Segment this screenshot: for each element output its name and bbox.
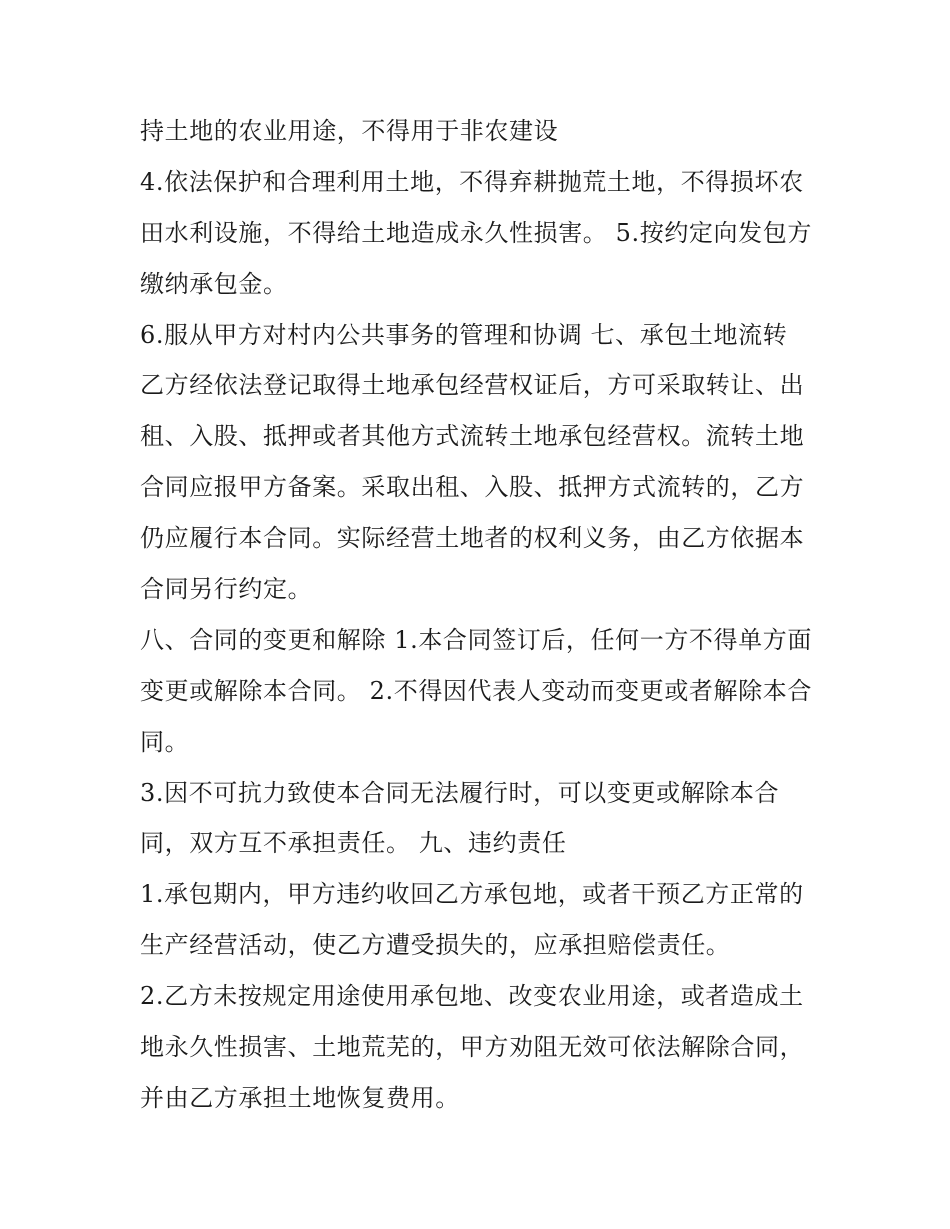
document-body: [140, 106, 820, 1124]
text-line: 变更或解除本合同。 2.不得因代表人变动而变更或者解除本合: [140, 676, 812, 705]
text-line: 6.服从甲方对村内公共事务的管理和协调 七、承包土地流转: [140, 320, 788, 349]
text-line: 八、合同的变更和解除 1.本合同签订后，任何一方不得单方面: [140, 625, 812, 654]
text-line: 同，双方互不承担责任。 九、违约责任: [140, 829, 567, 858]
text-line: 地永久性损害、土地荒芜的，甲方劝阻无效可依法解除合同，: [140, 1033, 805, 1062]
text-line: 1.承包期内，甲方违约收回乙方承包地，或者干预乙方正常的: [140, 880, 804, 909]
text-line: 同。: [140, 727, 190, 756]
text-line: 租、入股、抵押或者其他方式流转土地承包经营权。流转土地: [140, 422, 805, 451]
text-line: 合同应报甲方备案。采取出租、入股、抵押方式流转的，乙方: [140, 473, 805, 502]
text-line: 4.依法保护和合理利用土地，不得弃耕抛荒土地，不得损坏农: [140, 167, 804, 196]
text-line: 乙方经依法登记取得土地承包经营权证后，方可采取转让、出: [140, 371, 805, 400]
text-line: 生产经营活动，使乙方遭受损失的，应承担赔偿责任。: [140, 931, 731, 960]
text-line: 并由乙方承担土地恢复费用。: [140, 1083, 460, 1112]
text-line: 合同另行约定。: [140, 575, 313, 604]
text-line: 3.因不可抗力致使本合同无法履行时，可以变更或解除本合: [140, 778, 780, 807]
text-line: 田水利设施，不得给土地造成永久性损害。 5.按约定向发包方: [140, 218, 812, 247]
text-line: 持土地的农业用途，不得用于非农建设: [140, 117, 559, 145]
text-line: 仍应履行本合同。实际经营土地者的权利义务，由乙方依据本: [140, 524, 805, 553]
text-line: 2.乙方未按规定用途使用承包地、改变农业用途，或者造成土: [140, 982, 804, 1011]
text-line: 缴纳承包金。: [140, 269, 288, 298]
